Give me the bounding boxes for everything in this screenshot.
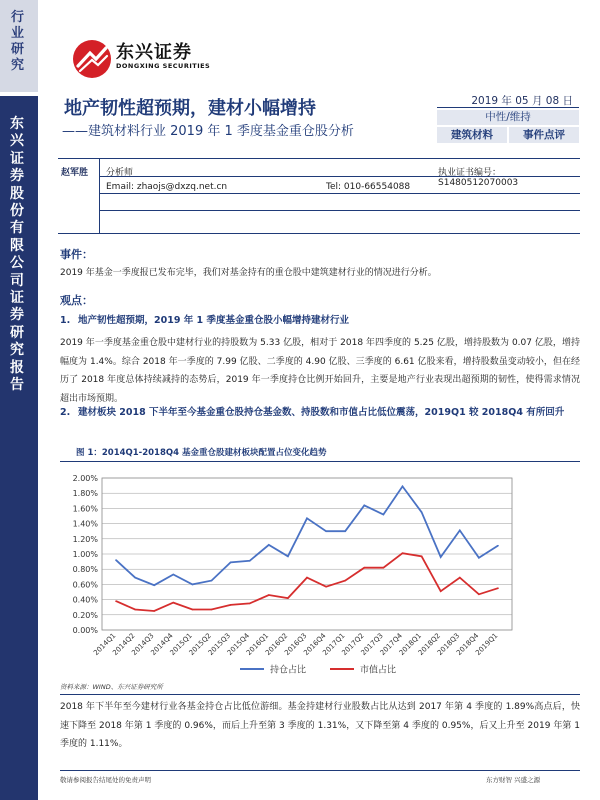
data-point: [249, 560, 251, 562]
sidebar-category-label: 行业研究: [11, 10, 25, 73]
y-tick-label: 1.80%: [72, 489, 98, 499]
data-point: [478, 557, 480, 559]
x-tick-label: 2016Q1: [244, 631, 271, 658]
x-tick-label: 2014Q2: [111, 631, 137, 658]
logo-english-name: DONGXING SECURITIES: [116, 62, 211, 70]
footer-slogan: 东方财智 兴盛之源: [486, 776, 541, 784]
data-point: [325, 530, 327, 532]
y-tick-label: 0.00%: [72, 626, 98, 635]
data-point: [306, 577, 308, 579]
legend-label: 持仓占比: [270, 665, 307, 676]
data-point: [383, 567, 385, 569]
report-subtitle: ——建筑材料行业 2019 年 1 季度基金重仓股分析: [62, 124, 354, 139]
data-point: [153, 610, 155, 612]
holding-ratio-line-chart: [60, 464, 580, 680]
data-point: [459, 577, 461, 579]
rating-badge: 中性/维持: [437, 110, 579, 125]
x-tick-label: 2015Q4: [225, 631, 252, 658]
footer-disclaimer: 敬请参阅报告结尾处的免责声明: [60, 776, 151, 784]
y-tick-label: 0.20%: [72, 610, 98, 620]
data-point: [230, 604, 232, 606]
data-point: [192, 584, 194, 586]
data-point: [268, 544, 270, 546]
y-tick-label: 1.60%: [72, 504, 98, 514]
report-meta-box: [437, 94, 579, 143]
data-point: [173, 602, 175, 604]
data-point: [383, 514, 385, 516]
data-point: [192, 609, 194, 611]
x-tick-label: 2017Q1: [321, 631, 347, 658]
x-tick-label: 2018Q1: [397, 631, 424, 658]
event-heading: 事件：: [60, 248, 93, 261]
figure-title: 图 1：2014Q1-2018Q4 基金重仓股建材板块配置占位变化趋势: [60, 444, 580, 462]
data-point: [287, 555, 289, 557]
source-divider: [60, 694, 580, 695]
point-1-heading: [60, 312, 582, 330]
legend-label: 市值占比: [360, 665, 397, 676]
y-tick-label: 1.20%: [72, 534, 98, 544]
data-point: [306, 517, 308, 519]
y-tick-label: 0.60%: [72, 580, 98, 590]
series-line: [116, 486, 498, 585]
analyst-name: 赵军胜: [61, 168, 89, 178]
sidebar-company-label: 东兴证券股份有限公司证券研究报告: [10, 116, 24, 394]
data-point: [497, 545, 499, 547]
sidebar-company-panel: [0, 96, 38, 800]
closing-paragraph: 2018 年下半年至今建材行业各基金持仓占比低位游细。基金持建材行业股数占比从达到 2017 年第 4 季度的 1.89%高点后，快速下降至 2018 年第 1 季度的 0.96%，而后上升至第 3 季度的 1.31%，又下降至第 4 季度的 0.95%，后又上升至 2019 年第 1 季度的 1.11%。: [60, 702, 580, 749]
report-tags: [437, 127, 579, 143]
data-point: [344, 530, 346, 532]
x-tick-label: 2014Q3: [130, 631, 156, 658]
report-type-tag: 事件点评: [509, 127, 579, 143]
data-point: [402, 552, 404, 554]
data-point: [230, 562, 232, 564]
data-point: [364, 567, 366, 569]
report-date: 2019 年 05 月 08 日: [437, 94, 579, 108]
analyst-cert: [438, 165, 580, 188]
data-point: [440, 556, 442, 558]
x-tick-label: 2014Q4: [149, 631, 175, 658]
data-point: [364, 505, 366, 507]
y-tick-label: 1.40%: [72, 519, 98, 529]
analyst-divider: [99, 159, 100, 234]
data-point: [497, 587, 499, 589]
analyst-role: 分析师: [106, 168, 134, 178]
data-point: [459, 530, 461, 532]
data-point: [211, 580, 213, 582]
data-point: [402, 486, 404, 488]
logo-name: 东兴证券: [116, 42, 192, 63]
industry-tag: 建筑材料: [437, 127, 507, 143]
event-paragraph: 2019 年基金一季度报已发布完毕，我们对基金持有的重仓股中建筑建材行业的情况进行分析。: [60, 268, 437, 278]
point-1-number: 1.: [60, 315, 71, 326]
data-point: [153, 584, 155, 586]
data-point: [440, 590, 442, 592]
sidebar: [0, 0, 38, 800]
x-tick-label: 2015Q1: [168, 631, 194, 658]
data-point: [211, 609, 213, 611]
x-tick-label: 2018Q4: [455, 631, 481, 658]
y-tick-label: 2.00%: [72, 474, 98, 483]
point-2-title: 建材板块 2018 下半年至今基金重仓股持仓基金数、持股数和市值占比低位震荡，2019Q1 较 2018Q4 有所回升: [78, 407, 565, 418]
data-point: [115, 559, 117, 561]
data-point: [478, 593, 480, 595]
x-tick-label: 2014Q1: [92, 631, 118, 658]
point-1-paragraph: 2019 年一季度基金重仓股中建材行业的持股数为 5.33 亿股，相对于 2018 年四季度的 5.25 亿股，增持股数为 0.07 亿股，增持幅度为 1.4%。综合 2018 年一季度的 7.99 亿股、二季度的 4.90 亿股、三季度的 6.61 亿股来看，增持股数虽变动较小，但在经历了 2018 年度总体持续减持的态势后，2019 年一季度持仓比例开始回升，主要是地产行业表现出超预期的韧性，使得需求情况超出市场预期。: [60, 338, 580, 404]
analyst-info-table: [58, 158, 580, 234]
data-point: [115, 600, 117, 602]
figure-source: 资料来源：WIND、东兴证券研究所: [60, 683, 163, 691]
data-point: [344, 580, 346, 582]
x-tick-label: 2019Q1: [474, 631, 500, 658]
cert-label: 执业证书编号：: [438, 168, 502, 178]
data-point: [421, 511, 423, 513]
point-2-number: 2.: [60, 407, 71, 418]
footer-divider: [60, 770, 580, 771]
data-point: [421, 555, 423, 557]
analyst-phone: Tel: 010-66554088: [326, 182, 411, 192]
x-tick-label: 2016Q2: [264, 631, 290, 658]
analyst-email: Email: zhaojs@dxzq.net.cn: [106, 182, 228, 192]
y-tick-label: 0.80%: [72, 565, 98, 575]
data-point: [173, 574, 175, 576]
data-point: [287, 597, 289, 599]
data-point: [268, 594, 270, 596]
x-tick-label: 2018Q3: [435, 631, 462, 658]
view-heading: 观点：: [60, 294, 93, 307]
analyst-row-divider: [99, 210, 580, 211]
point-1-title: 地产韧性超预期，2019 年 1 季度基金重仓股小幅增持建材行业: [78, 315, 349, 326]
x-tick-label: 2017Q2: [340, 631, 366, 658]
data-point: [325, 586, 327, 588]
analyst-row-divider: [99, 193, 580, 194]
data-point: [249, 603, 251, 605]
data-point: [134, 577, 136, 579]
y-tick-label: 0.40%: [72, 595, 98, 605]
x-tick-label: 2017Q3: [359, 631, 385, 658]
sidebar-category-panel: [0, 0, 38, 92]
data-point: [134, 609, 136, 611]
x-tick-label: 2016Q4: [302, 631, 328, 658]
y-tick-label: 1.00%: [72, 550, 98, 559]
x-tick-label: 2015Q3: [206, 631, 233, 658]
point-2-heading: [60, 404, 582, 422]
x-tick-label: 2016Q3: [283, 631, 309, 658]
x-tick-label: 2015Q2: [187, 631, 213, 658]
x-tick-label: 2017Q4: [378, 631, 404, 658]
report-title: 地产韧性超预期，建材小幅增持: [64, 98, 316, 119]
cert-number: S1480512070003: [438, 178, 519, 188]
x-tick-label: 2018Q2: [416, 631, 443, 658]
